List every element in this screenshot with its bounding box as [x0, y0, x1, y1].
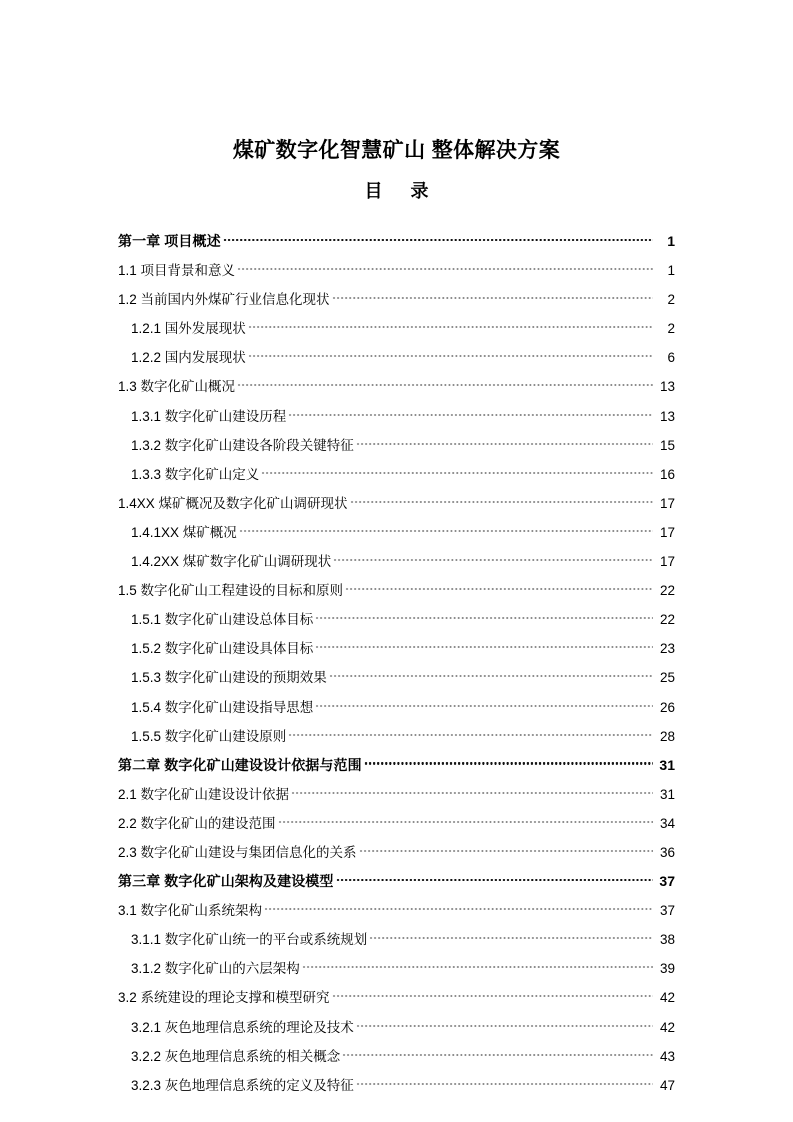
- toc-entry-page-number: 17: [659, 524, 675, 540]
- toc-section-entry[interactable]: [0, 693, 793, 722]
- toc-entry-label: 1.2.2 国内发展现状: [131, 350, 246, 366]
- toc-entry-page-number: 37: [659, 903, 675, 919]
- table-of-contents: [0, 227, 793, 1100]
- toc-dot-leader: [329, 669, 653, 683]
- toc-entry-page-number: 42: [659, 990, 675, 1006]
- toc-dot-leader: [333, 553, 653, 567]
- toc-entry-label: 1.3.1 数字化矿山建设历程: [131, 408, 287, 424]
- toc-entry-page-number: 22: [659, 583, 675, 599]
- toc-entry-label: 1.4XX 煤矿概况及数字化矿山调研现状: [118, 495, 348, 511]
- toc-section-entry[interactable]: [0, 896, 793, 925]
- toc-dot-leader: [248, 320, 653, 334]
- toc-entry-label: 3.2.1 灰色地理信息系统的理论及技术: [131, 1019, 354, 1035]
- toc-entry-page-number: 28: [659, 728, 675, 744]
- toc-section-entry[interactable]: [0, 372, 793, 401]
- toc-section-entry[interactable]: [0, 256, 793, 285]
- toc-entry-page-number: 31: [659, 756, 675, 773]
- toc-section-entry[interactable]: [0, 634, 793, 663]
- toc-section-entry[interactable]: [0, 983, 793, 1012]
- toc-dot-leader: [356, 1076, 653, 1090]
- toc-entry-page-number: 31: [659, 786, 675, 802]
- toc-entry-label: 3.1.2 数字化矿山的六层架构: [131, 961, 300, 977]
- toc-chapter-entry[interactable]: [0, 751, 793, 780]
- toc-chapter-entry[interactable]: [0, 867, 793, 896]
- toc-dot-leader: [239, 523, 653, 537]
- toc-entry-label: 2.2 数字化矿山的建设范围: [118, 815, 276, 831]
- toc-entry-label: 3.2 系统建设的理论支撑和模型研究: [118, 990, 330, 1006]
- toc-entry-label: 1.2 当前国内外煤矿行业信息化现状: [118, 292, 330, 308]
- toc-dot-leader: [288, 727, 653, 741]
- toc-dot-leader: [356, 1018, 653, 1032]
- toc-entry-label: 1.5.3 数字化矿山建设的预期效果: [131, 670, 327, 686]
- toc-entry-page-number: 22: [659, 612, 675, 628]
- toc-entry-label: 1.4.2XX 煤矿数字化矿山调研现状: [131, 554, 332, 570]
- toc-entry-page-number: 37: [659, 873, 675, 890]
- toc-dot-leader: [350, 494, 653, 508]
- toc-dot-leader: [223, 232, 653, 246]
- toc-dot-leader: [332, 989, 653, 1003]
- toc-entry-page-number: 42: [659, 1019, 675, 1035]
- toc-entry-page-number: 47: [659, 1077, 675, 1093]
- toc-section-entry[interactable]: [0, 1013, 793, 1042]
- page-title: 煤矿数字化智慧矿山 整体解决方案: [232, 139, 561, 162]
- toc-dot-leader: [261, 465, 653, 479]
- toc-entry-page-number: 6: [667, 350, 675, 366]
- toc-entry-label: 1.5.1 数字化矿山建设总体目标: [131, 612, 314, 628]
- toc-entry-page-number: 23: [659, 641, 675, 657]
- toc-dot-leader: [364, 756, 653, 770]
- toc-section-entry[interactable]: [0, 576, 793, 605]
- toc-dot-leader: [237, 378, 653, 392]
- toc-section-entry[interactable]: [0, 780, 793, 809]
- toc-entry-label: 1.5.4 数字化矿山建设指导思想: [131, 699, 314, 715]
- toc-entry-label: 3.2.3 灰色地理信息系统的定义及特征: [131, 1077, 354, 1093]
- toc-entry-page-number: 34: [659, 815, 675, 831]
- toc-entry-page-number: 17: [659, 495, 675, 511]
- toc-heading-char-left: 目: [364, 181, 383, 202]
- toc-heading-char-right: 录: [410, 181, 429, 202]
- toc-dot-leader: [315, 640, 653, 654]
- toc-entry-page-number: 1: [667, 233, 675, 249]
- toc-section-entry[interactable]: [0, 489, 793, 518]
- toc-section-entry[interactable]: [0, 547, 793, 576]
- toc-entry-page-number: 15: [659, 437, 675, 453]
- toc-entry-page-number: 2: [667, 292, 675, 308]
- toc-dot-leader: [369, 931, 653, 945]
- toc-entry-label: 1.3.3 数字化矿山定义: [131, 466, 260, 482]
- toc-section-entry[interactable]: [0, 1071, 793, 1100]
- toc-dot-leader: [332, 291, 653, 305]
- toc-section-entry[interactable]: [0, 402, 793, 431]
- toc-section-entry[interactable]: [0, 838, 793, 867]
- toc-entry-page-number: 17: [659, 554, 675, 570]
- toc-dot-leader: [359, 843, 653, 857]
- toc-entry-page-number: 1: [667, 263, 675, 279]
- toc-section-entry[interactable]: [0, 460, 793, 489]
- toc-section-entry[interactable]: [0, 954, 793, 983]
- toc-dot-leader: [248, 349, 653, 363]
- toc-entry-page-number: 13: [659, 379, 675, 395]
- toc-dot-leader: [264, 902, 653, 916]
- toc-entry-page-number: 26: [659, 699, 675, 715]
- toc-dot-leader: [291, 785, 653, 799]
- toc-dot-leader: [278, 814, 653, 828]
- toc-entry-label: 第二章 数字化矿山建设设计依据与范围: [118, 756, 362, 773]
- toc-section-entry[interactable]: [0, 314, 793, 343]
- toc-heading: [0, 164, 793, 203]
- toc-section-entry[interactable]: [0, 925, 793, 954]
- toc-entry-label: 1.3 数字化矿山概况: [118, 379, 236, 395]
- toc-dot-leader: [342, 1047, 653, 1061]
- toc-entry-page-number: 43: [659, 1048, 675, 1064]
- toc-entry-label: 2.3 数字化矿山建设与集团信息化的关系: [118, 844, 357, 860]
- toc-entry-label: 1.4.1XX 煤矿概况: [131, 524, 237, 540]
- toc-dot-leader: [356, 436, 653, 450]
- toc-entry-page-number: 25: [659, 670, 675, 686]
- toc-section-entry[interactable]: [0, 605, 793, 634]
- toc-section-entry[interactable]: [0, 343, 793, 372]
- toc-dot-leader: [237, 262, 653, 276]
- toc-entry-label: 3.2.2 灰色地理信息系统的相关概念: [131, 1048, 341, 1064]
- toc-section-entry[interactable]: [0, 663, 793, 692]
- toc-entry-page-number: 2: [667, 321, 675, 337]
- toc-entry-label: 2.1 数字化矿山建设设计依据: [118, 786, 290, 802]
- toc-section-entry[interactable]: [0, 431, 793, 460]
- toc-chapter-entry[interactable]: [0, 227, 793, 256]
- toc-section-entry[interactable]: [0, 285, 793, 314]
- toc-entry-label: 第一章 项目概述: [118, 233, 221, 249]
- toc-entry-label: 1.5 数字化矿山工程建设的目标和原则: [118, 583, 344, 599]
- toc-section-entry[interactable]: [0, 518, 793, 547]
- toc-entry-label: 1.5.5 数字化矿山建设原则: [131, 728, 287, 744]
- toc-entry-page-number: 38: [659, 932, 675, 948]
- toc-section-entry[interactable]: [0, 1042, 793, 1071]
- toc-entry-label: 1.2.1 国外发展现状: [131, 321, 246, 337]
- toc-entry-label: 第三章 数字化矿山架构及建设模型: [118, 873, 334, 890]
- toc-dot-leader: [345, 582, 653, 596]
- toc-entry-page-number: 39: [659, 961, 675, 977]
- toc-entry-label: 1.5.2 数字化矿山建设具体目标: [131, 641, 314, 657]
- toc-dot-leader: [315, 611, 653, 625]
- toc-entry-page-number: 36: [659, 844, 675, 860]
- toc-section-entry[interactable]: [0, 722, 793, 751]
- toc-entry-label: 3.1 数字化矿山系统架构: [118, 903, 263, 919]
- toc-dot-leader: [336, 872, 654, 886]
- toc-entry-page-number: 13: [659, 408, 675, 424]
- toc-entry-label: 1.1 项目背景和意义: [118, 263, 236, 279]
- toc-dot-leader: [288, 407, 653, 421]
- toc-dot-leader: [315, 698, 653, 712]
- toc-section-entry[interactable]: [0, 809, 793, 838]
- toc-entry-label: 1.3.2 数字化矿山建设各阶段关键特征: [131, 437, 354, 453]
- toc-entry-page-number: 16: [659, 466, 675, 482]
- toc-entry-label: 3.1.1 数字化矿山统一的平台或系统规划: [131, 932, 368, 948]
- toc-dot-leader: [302, 960, 653, 974]
